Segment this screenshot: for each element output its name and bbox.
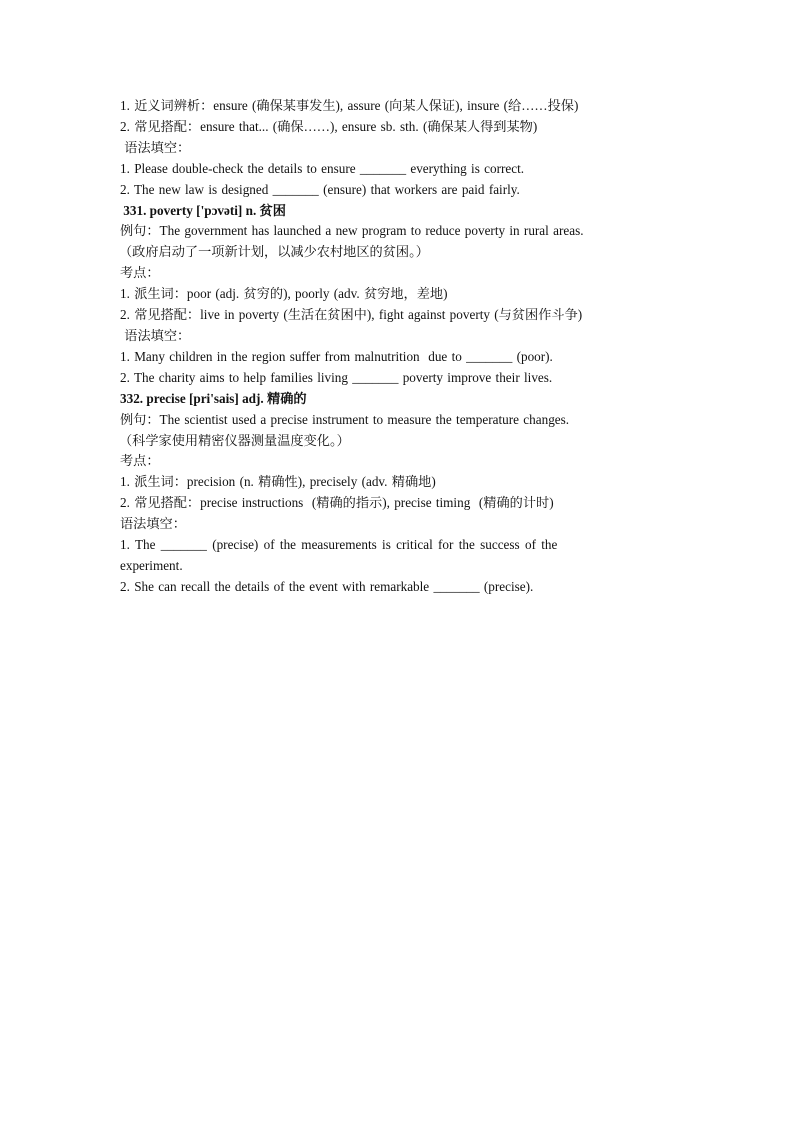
example-translation: （政府启动了一项新计划，以减少农村地区的贫困。）	[119, 244, 429, 260]
example-sentence: 例句：The government has launched a new program to reduce poverty in rural areas.	[120, 223, 584, 239]
exercise-2: 2. The charity aims to help families living _______ poverty improve their lives.	[120, 369, 553, 385]
grammar-label: 语法填空：	[120, 516, 186, 532]
document-page	[120, 96, 680, 598]
example-sentence: 例句：The scientist used a precise instrument to measure the temperature changes.	[120, 411, 570, 427]
example-translation: （科学家使用精密仪器测量温度变化。）	[119, 432, 350, 448]
point-synonyms: 1. 近义词辨析：ensure (确保某事发生), assure (向某人保证), insure (给……投保)	[120, 98, 579, 113]
grammar-label: 语法填空：	[120, 327, 191, 343]
entry-poverty	[120, 201, 680, 389]
grammar-label: 语法填空：	[120, 139, 191, 155]
entry-ensure	[120, 96, 680, 201]
point-derivatives: 1. 派生词：precision (n. 精确性), precisely (adv. 精确地)	[120, 474, 436, 490]
exercise-2: 2. The new law is designed _______ (ensure) that workers are paid fairly.	[120, 181, 520, 197]
point-collocations: 2. 常见搭配：ensure that... (确保……), ensure sb. sth. (确保某人得到某物)	[120, 118, 538, 134]
exercise-1: 1. The _______ (precise) of the measurements is critical for the success of the experiment.	[120, 537, 558, 573]
exercise-2: 2. She can recall the details of the event with remarkable _______ (precise).	[120, 578, 534, 594]
exercise-1: 1. Many children in the region suffer from malnutrition due to _______ (poor).	[120, 348, 553, 364]
entry-precise	[120, 389, 680, 598]
points-label: 考点：	[120, 453, 160, 469]
point-derivatives: 1. 派生词：poor (adj. 贫穷的), poorly (adv. 贫穷地，差地)	[120, 286, 448, 302]
entry-heading: 331. poverty ['pɔvəti] n. 贫困	[120, 202, 286, 218]
points-label: 考点：	[120, 265, 160, 281]
point-collocations: 2. 常见搭配：precise instructions (精确的指示), precise timing (精确的计时)	[120, 495, 554, 511]
exercise-1: 1. Please double-check the details to ensure _______ everything is correct.	[120, 160, 525, 176]
point-collocations: 2. 常见搭配：live in poverty (生活在贫困中), fight against poverty (与贫困作斗争)	[120, 307, 583, 323]
entry-heading: 332. precise [pri'sais] adj. 精确的	[120, 390, 307, 406]
